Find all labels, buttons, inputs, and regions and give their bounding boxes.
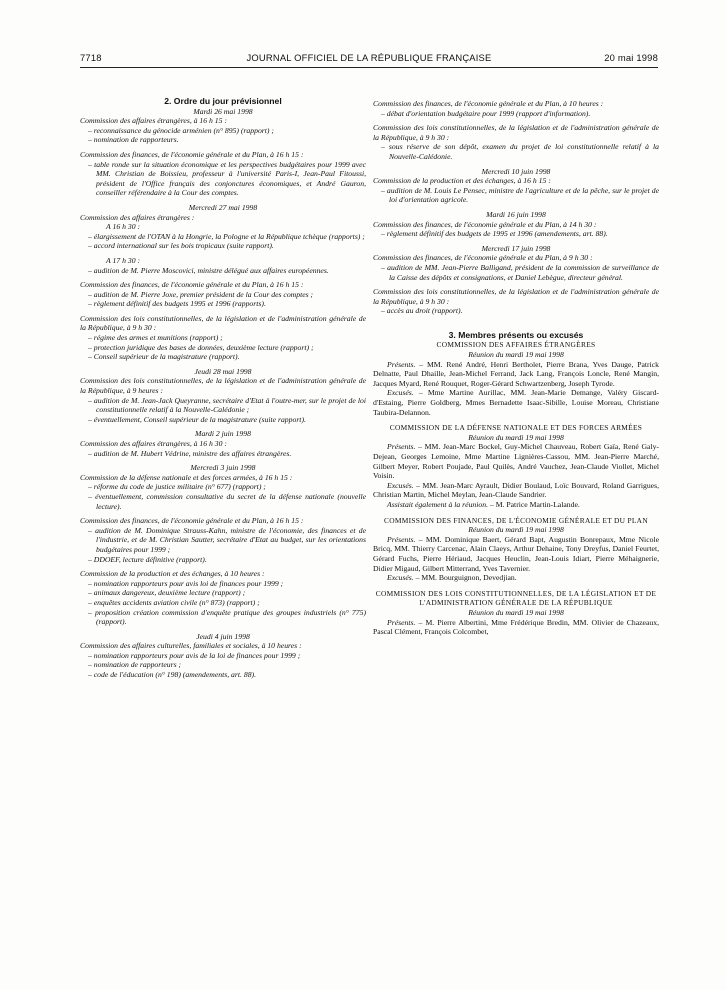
present-members bbox=[373, 535, 659, 573]
present-members bbox=[373, 360, 659, 389]
agenda-item: – Conseil supérieur de la magistrature (rapport). bbox=[80, 352, 366, 362]
meeting-date: Mercredi 10 juin 1998 bbox=[481, 166, 551, 176]
agenda-items bbox=[80, 232, 366, 251]
commission-title: COMMISSION DE LA DÉFENSE NATIONALE ET DES FORCES ARMÉES bbox=[389, 423, 643, 433]
agenda-items bbox=[80, 482, 366, 511]
agenda-item: – nomination de rapporteurs ; bbox=[80, 660, 366, 670]
agenda-items bbox=[80, 160, 366, 198]
meeting-title: Réunion du mardi 19 mai 1998 bbox=[468, 432, 564, 442]
commission-name: Commission des finances, de l'économie générale et du Plan, à 14 h 30 : bbox=[373, 219, 597, 229]
agenda-items bbox=[80, 126, 366, 145]
agenda-item: – nomination rapporteurs pour avis loi de finances pour 1999 ; bbox=[80, 579, 366, 589]
agenda-item: – table ronde sur la situation économique et les perspectives budgétaires pour 1999 avec MM. Christian de Boissieu, professeur à l'université Paris-I, Jean-Paul Fitoussi, président de l'Office français des conjonctures économiques, et André Gauron, conseiller référendaire à la Cour des comptes. bbox=[80, 160, 366, 198]
header-rule bbox=[80, 67, 658, 68]
commission-name: Commission des finances, de l'économie générale et du Plan, à 16 h 15 : bbox=[80, 516, 304, 526]
agenda-items bbox=[373, 142, 659, 161]
meeting-date: Jeudi 4 juin 1998 bbox=[196, 631, 250, 641]
agenda-item: – débat d'orientation budgétaire pour 1999 (rapport d'information). bbox=[373, 109, 659, 119]
right-column bbox=[373, 99, 659, 643]
agenda-items bbox=[80, 579, 366, 627]
present-label: Présents. bbox=[387, 617, 416, 627]
section-heading: 3. Membres présents ou excusés bbox=[448, 329, 584, 340]
agenda-item: – règlement définitif des budgets 1995 et 1996 (rapports). bbox=[80, 299, 366, 309]
commission-name: Commission des affaires étrangères, à 16 h 30 : bbox=[80, 439, 227, 448]
agenda-item: – audition de M. Pierre Moscovici, ministre délégué aux affaires européennes. bbox=[80, 266, 366, 276]
assist-label: Assistait également à la réunion. bbox=[387, 499, 488, 509]
assisting-member bbox=[373, 500, 659, 510]
agenda-items bbox=[373, 109, 659, 119]
spacer bbox=[373, 637, 659, 643]
meeting-time: A 17 h 30 : bbox=[106, 255, 141, 265]
left-column bbox=[80, 97, 366, 685]
meeting-date: Mercredi 3 juin 1998 bbox=[190, 463, 256, 473]
commission-name: Commission de la défense nationale et des forces armées, à 16 h 15 : bbox=[80, 472, 293, 482]
journal-title: JOURNAL OFFICIEL DE LA RÉPUBLIQUE FRANÇAISE bbox=[246, 52, 492, 63]
meeting-title: Réunion du mardi 19 mai 1998 bbox=[468, 525, 564, 535]
page-header bbox=[80, 52, 658, 66]
agenda-items bbox=[80, 333, 366, 362]
agenda-items bbox=[80, 651, 366, 680]
agenda-item: – audition de M. Jean-Jack Queyranne, secrétaire d'Etat à l'outre-mer, sur le projet de loi constitutionnelle relatif à la Nouvelle-Calédonie ; bbox=[80, 396, 366, 415]
agenda-items bbox=[373, 229, 659, 239]
meeting-title: Réunion du mardi 19 mai 1998 bbox=[468, 607, 564, 617]
present-members bbox=[373, 442, 659, 480]
agenda-items bbox=[80, 449, 366, 459]
commission-title: COMMISSION DES LOIS CONSTITUTIONNELLES, DE LA LÉGISLATION ET DE L'ADMINISTRATION GÉNÉRALE DE LA RÉPUBLIQUE bbox=[375, 588, 657, 608]
present-label: Présents. bbox=[387, 442, 416, 452]
meeting-date: Mercredi 27 mai 1998 bbox=[188, 202, 258, 212]
agenda-item: – enquêtes accidents aviation civile (n° 873) (rapport) ; bbox=[80, 598, 366, 608]
spacer bbox=[373, 321, 659, 327]
agenda-item: – éventuellement, Conseil supérieur de la magistrature (suite rapport). bbox=[80, 415, 366, 425]
present-members bbox=[373, 618, 659, 637]
commission-name: Commission des finances, de l'économie générale et du Plan, à 16 h 15 : bbox=[80, 149, 304, 159]
meeting-title: Réunion du mardi 19 mai 1998 bbox=[468, 350, 564, 360]
agenda-item: – éventuellement, commission consultative du secret de la défense nationale (nouvelle lecture). bbox=[80, 492, 366, 511]
commission-title: COMMISSION DES AFFAIRES ÉTRANGÈRES bbox=[436, 340, 596, 350]
commission-name: Commission des finances, de l'économie générale et du Plan, à 16 h 15 : bbox=[80, 280, 304, 290]
agenda-item: – DDOEF, lecture définitive (rapport). bbox=[80, 555, 366, 565]
present-list: – MM. Dominique Baert, Gérard Bapt, Augustin Bonrepaux, Mme Nicole Bricq, MM. Thierry Carcenac, Alain Claeys, Arthur Dehaine, Tony Dreyfus, Daniel Feurtet, Gérard Fuchs, Pierre Hériaud, Jacques Heuclin, Jean-Louis Idiart, Pierre Méhaignerie, Didier Migaud, Gilbert Mitterrand, Yves Tavernier. bbox=[373, 534, 659, 573]
excused-members bbox=[373, 481, 659, 500]
agenda-item: – audition de MM. Jean-Pierre Balligand, président de la commission de surveillance de la Caisse des dépôts et consignations, et Daniel Lebègue, directeur général. bbox=[373, 263, 659, 282]
issue-date: 20 mai 1998 bbox=[604, 52, 658, 63]
agenda-item: – accord international sur les bois tropicaux (suite rapport). bbox=[80, 241, 366, 251]
commission-name: Commission des lois constitutionnelles, de la législation et de l'administration générale de la République, à 9 heures : bbox=[80, 376, 366, 396]
commission-name: Commission des lois constitutionnelles, de la législation et de l'administration générale de la République, à 9 h 30 : bbox=[373, 287, 659, 306]
agenda-item: – accès au droit (rapport). bbox=[373, 306, 659, 316]
excused-members bbox=[373, 388, 659, 417]
excused-label: Excusés. bbox=[387, 388, 414, 398]
agenda-item: – nomination rapporteurs pour avis de la loi de finances pour 1999 ; bbox=[80, 651, 366, 661]
commission-name: Commission des finances, de l'économie générale et du Plan, à 10 heures : bbox=[373, 99, 604, 108]
agenda-item: – audition de M. Hubert Védrine, ministre des affaires étrangères. bbox=[80, 449, 366, 459]
agenda-item: – audition de M. Louis Le Pensec, ministre de l'agriculture et de la pêche, sur le projet de loi d'orientation agricole. bbox=[373, 186, 659, 205]
commission-name: Commission des finances, de l'économie générale et du Plan, à 9 h 30 : bbox=[373, 253, 593, 263]
excused-list: – MM. Bourguignon, Devedjian. bbox=[413, 573, 517, 583]
commission-name: Commission des affaires culturelles, familiales et sociales, à 10 heures : bbox=[80, 641, 302, 651]
assist-name: – M. Patrice Martin-Lalande. bbox=[488, 499, 580, 509]
commission-name: Commission des lois constitutionnelles, de la législation et de l'administration générale de la République, à 9 h 30 : bbox=[373, 123, 659, 142]
present-label: Présents. bbox=[387, 359, 416, 369]
commission-name: Commission de la production et des échanges, à 10 heures : bbox=[80, 569, 265, 579]
agenda-items bbox=[373, 263, 659, 282]
present-label: Présents. bbox=[387, 534, 416, 544]
agenda-item: – audition de M. Pierre Joxe, premier président de la Cour des comptes ; bbox=[80, 290, 366, 300]
agenda-item: – régime des armes et munitions (rapport) ; bbox=[80, 333, 366, 343]
excused-list: – MM. Jean-Marc Ayrault, Didier Boulaud, Loïc Bouvard, Roland Garrigues, Christian Martin, Michel Meylan, Jean-Claude Sandrier. bbox=[373, 480, 659, 500]
meeting-date: Mardi 26 mai 1998 bbox=[193, 106, 253, 116]
agenda-item: – proposition création commission d'enquête pratique des groupes industriels (n° 775) (rapport). bbox=[80, 608, 366, 627]
commission-name: Commission des affaires étrangères, à 16 h 15 : bbox=[80, 116, 227, 126]
agenda-item: – nomination de rapporteurs. bbox=[80, 135, 366, 145]
page-number: 7718 bbox=[80, 52, 102, 63]
agenda-items bbox=[80, 526, 366, 564]
section-heading: 2. Ordre du jour prévisionnel bbox=[164, 96, 282, 106]
excused-members bbox=[373, 573, 659, 583]
excused-label: Excusés. bbox=[387, 480, 414, 490]
agenda-item: – audition de M. Dominique Strauss-Kahn, ministre de l'économie, des finances et de l'industrie, et de M. Christian Sautter, secrétaire d'Etat au budget, sur les orientations budgétaires pour 1999 ; bbox=[80, 526, 366, 555]
agenda-items bbox=[80, 396, 366, 425]
commission-title: COMMISSION DES FINANCES, DE L'ÉCONOMIE GÉNÉRALE ET DU PLAN bbox=[384, 515, 648, 525]
agenda-item: – sous réserve de son dépôt, examen du projet de loi constitutionnelle relatif à la Nouvelle-Calédonie. bbox=[373, 142, 659, 161]
agenda-item: – réforme du code de justice militaire (n° 677) (rapport) ; bbox=[80, 482, 366, 492]
present-list: – MM. René André, Henri Bertholet, Pierre Brana, Yves Dauge, Patrick Delnatte, Paul Dhaille, Jean-Michel Ferrand, Jack Lang, François Loncle, René Mangin, Jacques Myard, René Rouquet, Roger-Gérard Schwartzenberg, Joseph Tyrode. bbox=[373, 359, 659, 388]
agenda-item: – règlement définitif des budgets de 1995 et 1996 (amendements, art. 88). bbox=[373, 229, 659, 239]
agenda-item: – animaux dangereux, deuxième lecture (rapport) ; bbox=[80, 588, 366, 598]
meeting-date: Mercredi 17 juin 1998 bbox=[481, 243, 551, 253]
agenda-item: – code de l'éducation (n° 198) (amendements, art. 88). bbox=[80, 670, 366, 680]
commission-name: Commission des affaires étrangères : bbox=[80, 212, 195, 222]
agenda-items bbox=[373, 186, 659, 205]
agenda-item: – élargissement de l'OTAN à la Hongrie, la Pologne et la République tchèque (rapports) ; bbox=[80, 232, 366, 242]
meeting-date: Mardi 2 juin 1998 bbox=[195, 429, 251, 439]
agenda-items bbox=[80, 266, 366, 276]
agenda-items bbox=[80, 290, 366, 309]
agenda-items bbox=[373, 306, 659, 316]
meeting-date: Jeudi 28 mai 1998 bbox=[194, 366, 252, 376]
agenda-item: – protection juridique des bases de données, deuxième lecture (rapport) ; bbox=[80, 343, 366, 353]
commission-name: Commission des lois constitutionnelles, de la législation et de l'administration générale de la République, à 9 h 30 : bbox=[80, 313, 366, 333]
excused-list: – Mme Martine Aurillac, MM. Jean-Marie Demange, Valéry Giscard-d'Estaing, Pierre Goldberg, Mmes Bernadette Isaac-Sibille, Louise Moreau, Christiane Taubira-Delannon. bbox=[373, 388, 659, 417]
present-list: – M. Pierre Albertini, Mme Frédérique Bredin, MM. Olivier de Chazeaux, Pascal Clément, François Colcombet, bbox=[373, 617, 659, 637]
agenda-item: – reconnaissance du génocide arménien (n° 895) (rapport) ; bbox=[80, 126, 366, 136]
meeting-time: A 16 h 30 : bbox=[106, 222, 141, 232]
meeting-date: Mardi 16 juin 1998 bbox=[486, 209, 546, 219]
commission-name: Commission de la production et des échanges, à 16 h 15 : bbox=[373, 176, 551, 186]
present-list: – MM. Jean-Marc Bockel, Guy-Michel Chauveau, Robert Gaïa, René Galy-Dejean, Georges Lemoine, Mme Martine Lignières-Cassou, MM. Jean-Pierre Marché, Gilbert Meyer, Robert Poujade, Paul Quilès, André Vauchez, Jean-Claude Viollet, Michel Voisin. bbox=[373, 442, 659, 481]
excused-label: Excusés. bbox=[387, 573, 414, 583]
